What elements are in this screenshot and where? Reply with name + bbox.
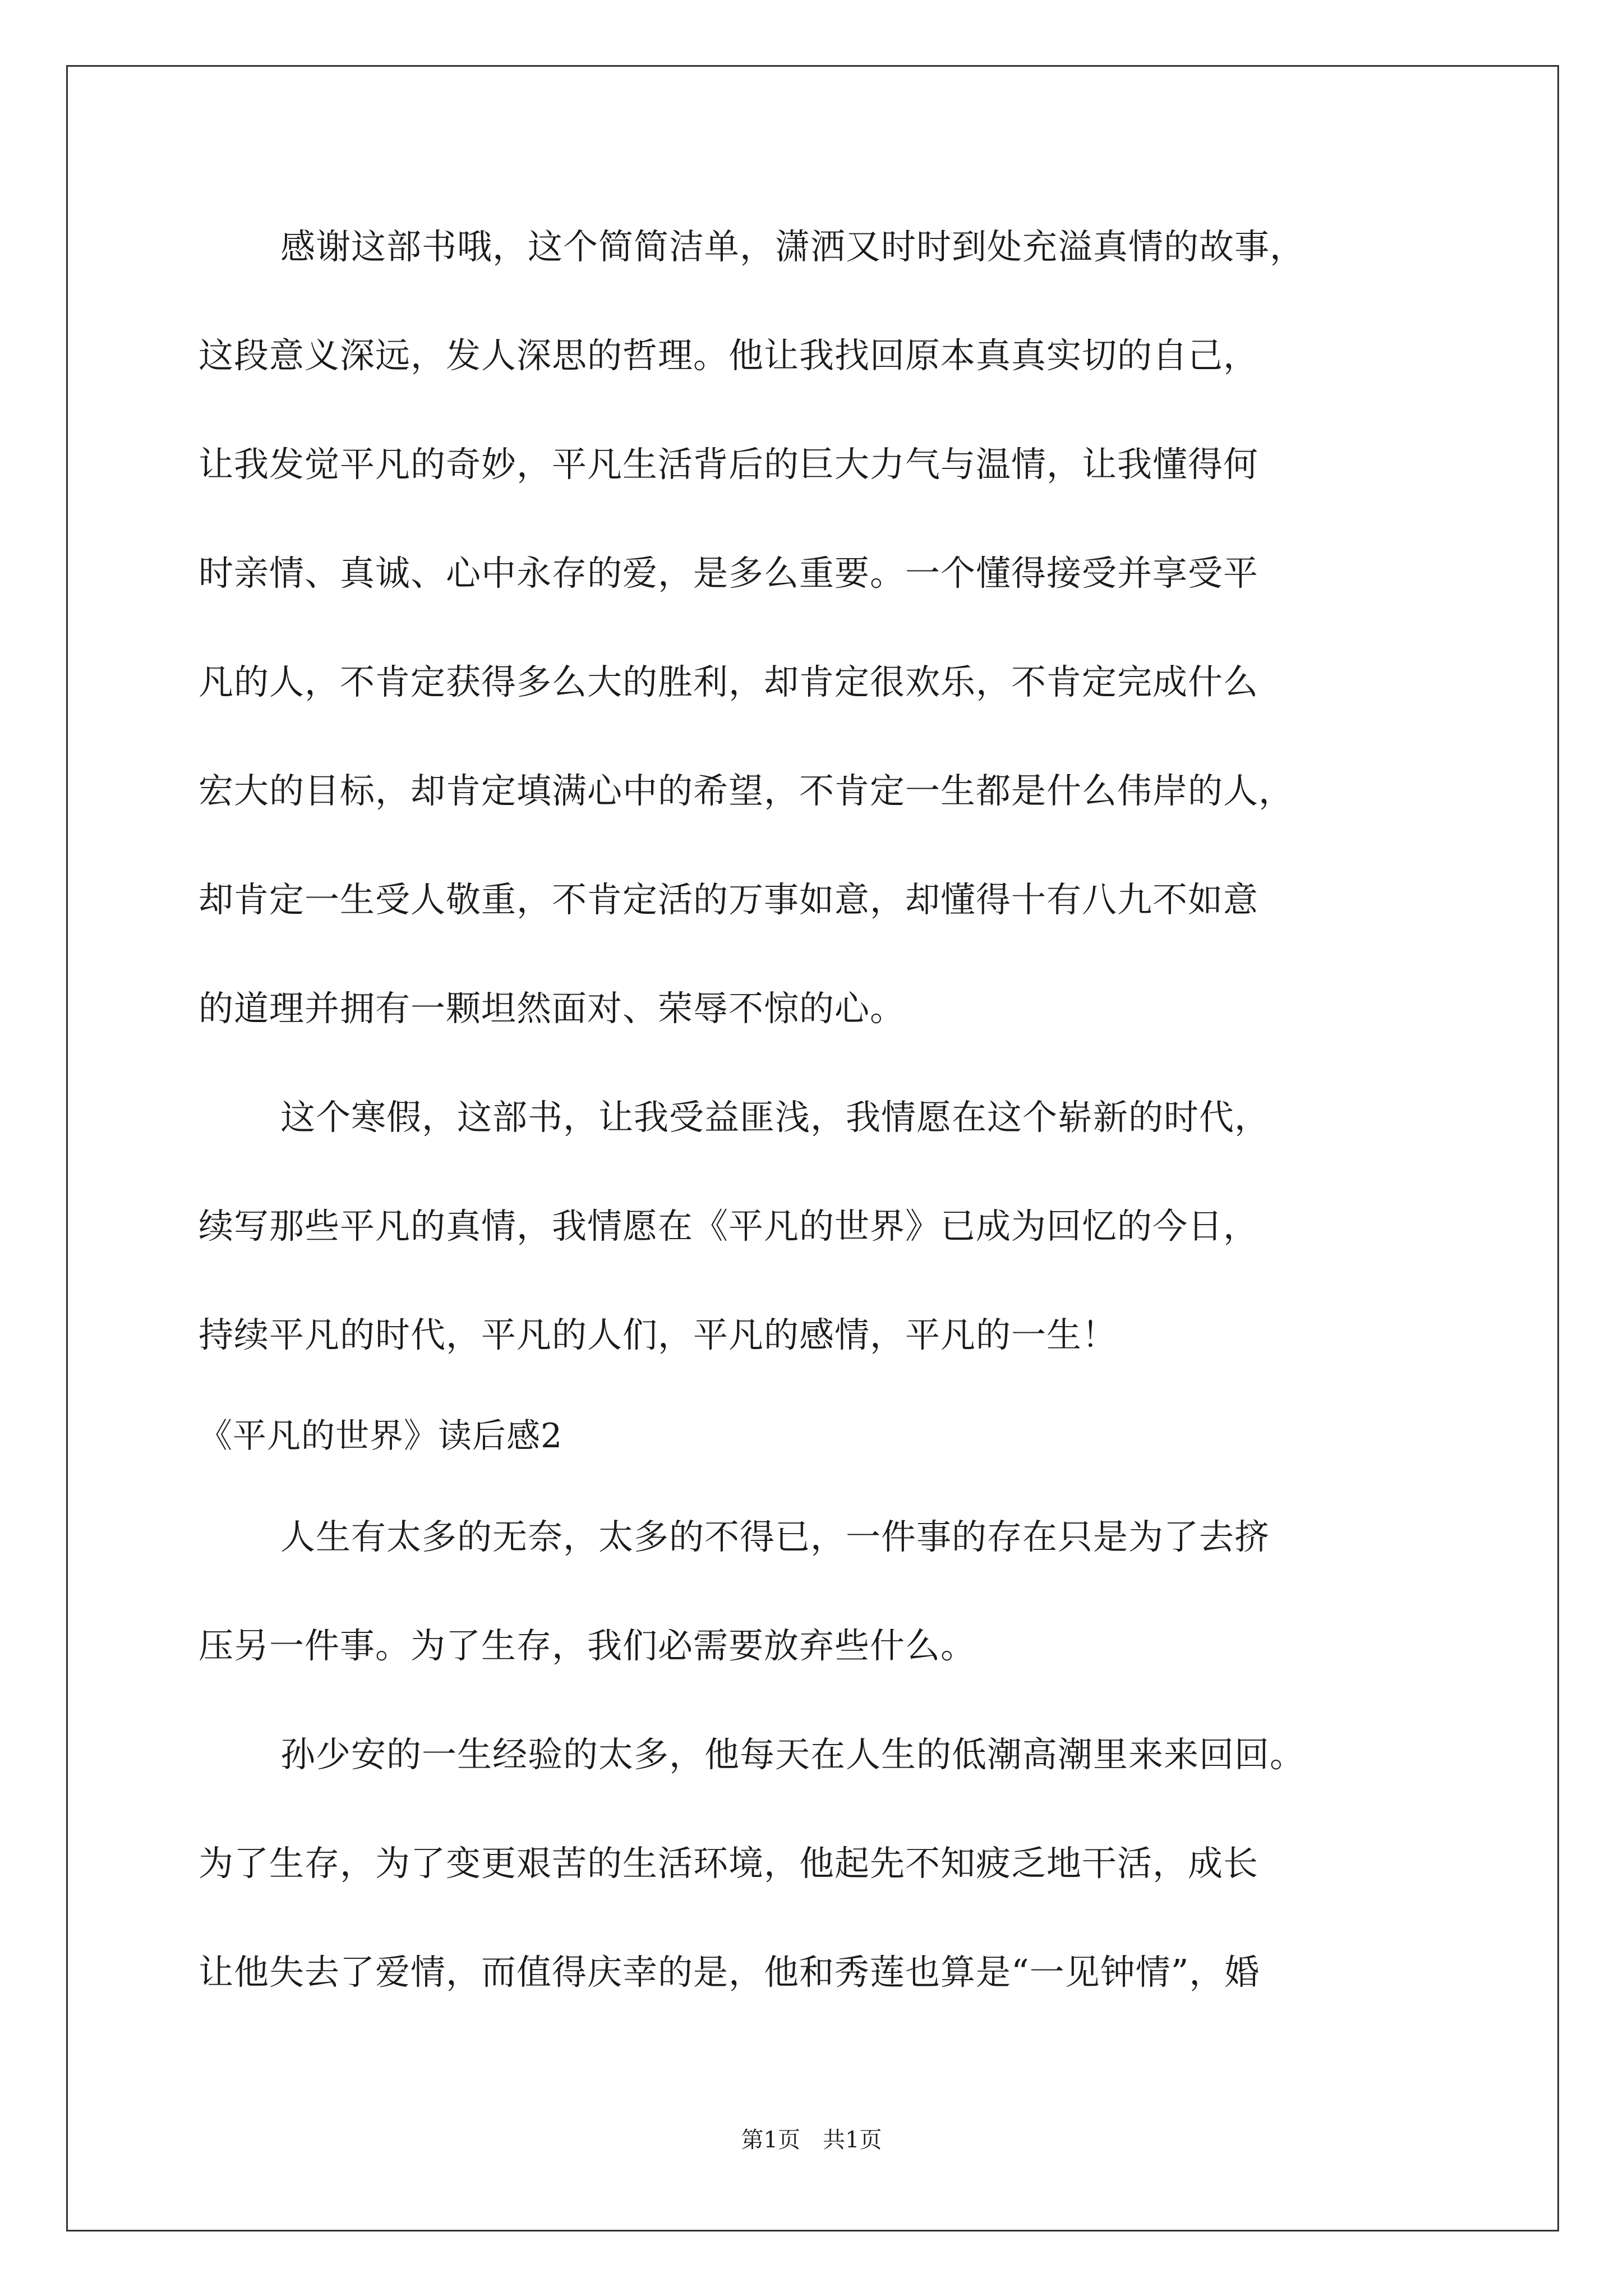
paragraph-line: 宏大的目标，却肯定填满心中的希望，不肯定一生都是什么伟岸的人，	[199, 770, 1294, 811]
paragraph-line: 压另一件事。为了生存，我们必需要放弃些什么。	[199, 1625, 976, 1666]
paragraph-line: 持续平凡的时代，平凡的人们，平凡的感情，平凡的一生！	[199, 1314, 1118, 1355]
paragraph-line: 这个寒假，这部书，让我受益匪浅，我情愿在这个崭新的时代，	[280, 1097, 1270, 1138]
page-number-footer: 第1页 共1页	[741, 2127, 882, 2153]
paragraph-line: 的道理并拥有一颗坦然面对、荣辱不惊的心。	[199, 988, 906, 1029]
paragraph-line: 让我发觉平凡的奇妙，平凡生活背后的巨大力气与温情，让我懂得何	[199, 444, 1259, 485]
paragraph-line: 人生有太多的无奈，太多的不得已，一件事的存在只是为了去挤	[280, 1516, 1270, 1557]
paragraph-line: 为了生存，为了变更艰苦的生活环境，他起先不知疲乏地干活，成长	[199, 1843, 1259, 1884]
paragraph-line: 凡的人，不肯定获得多么大的胜利，却肯定很欢乐，不肯定完成什么	[199, 661, 1259, 702]
paragraph-line: 续写那些平凡的真情，我情愿在《平凡的世界》已成为回忆的今日，	[199, 1205, 1259, 1246]
section-heading: 《平凡的世界》读后感2	[199, 1416, 563, 1456]
paragraph-line: 让他失去了爱情，而值得庆幸的是，他和秀莲也算是“一见钟情”，婚	[199, 1952, 1260, 1993]
paragraph-line: 却肯定一生受人敬重，不肯定活的万事如意，却懂得十有八九不如意	[199, 879, 1259, 920]
paragraph-line: 这段意义深远，发人深思的哲理。他让我找回原本真真实切的自己，	[199, 335, 1259, 376]
paragraph-line: 时亲情、真诚、心中永存的爱，是多么重要。一个懂得接受并享受平	[199, 553, 1259, 593]
paragraph-line: 孙少安的一生经验的太多，他每天在人生的低潮高潮里来来回回。	[280, 1734, 1306, 1775]
paragraph-line: 感谢这部书哦，这个简简洁单，潇洒又时时到处充溢真情的故事，	[280, 226, 1306, 267]
